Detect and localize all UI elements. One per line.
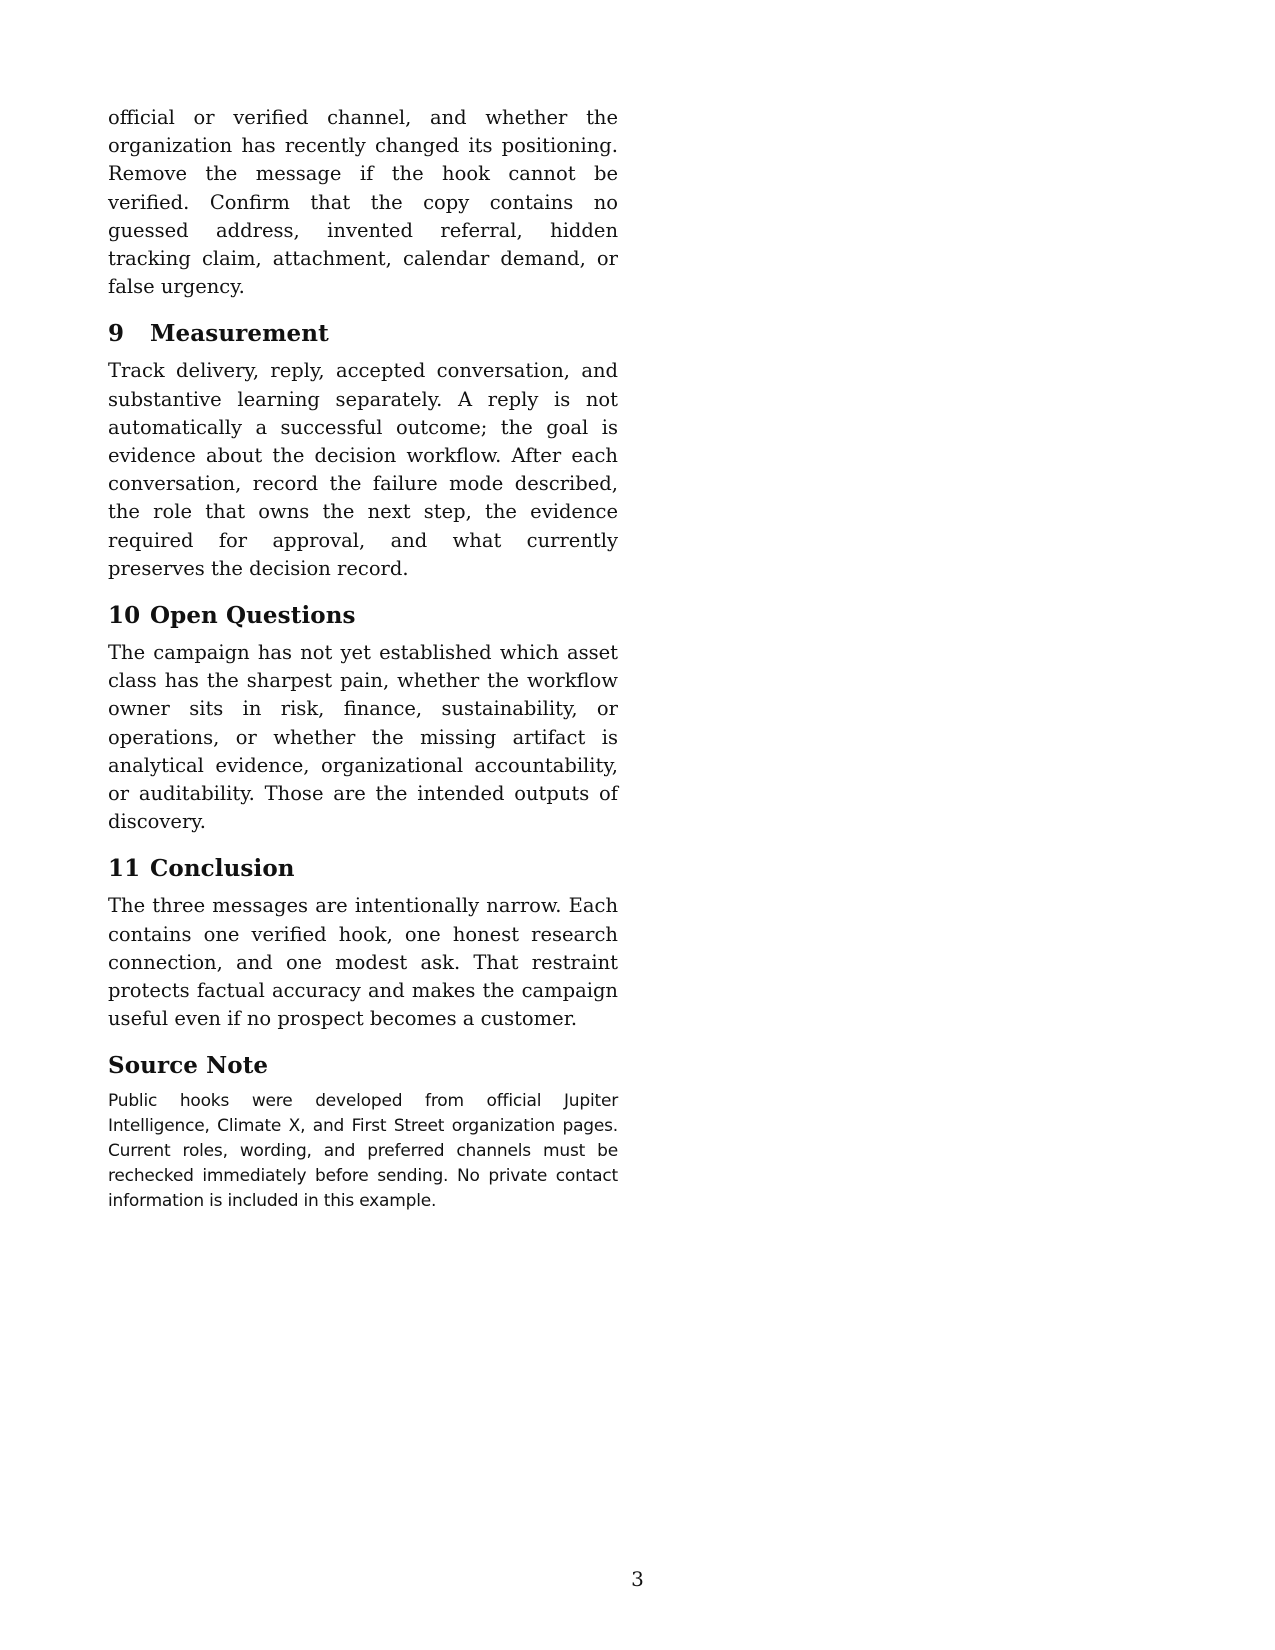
section-measurement [108,319,618,583]
text-column [108,104,618,1214]
section-conclusion [108,854,618,1033]
intro-paragraph: official or verified channel, and whether the organization has recently changed its positioning. Remove the message if the hook cannot be verified. Confirm that the copy contains no guessed address, invented referral, hidden tracking claim, attachment, calendar demand, or false urgency. [108,106,618,299]
section-title: Measurement [150,320,329,348]
section-paragraph: The campaign has not yet established which asset class has the sharpest pain, whether the workflow owner sits in risk, finance, sustainability, or operations, or whether the missing artifact is analytical evidence, organizational accountability, or auditability. Those are the intended outputs of discovery. [108,641,618,834]
section-paragraph: The three messages are intentionally narrow. Each contains one verified hook, one honest research connection, and one modest ask. That restraint protects factual accuracy and makes the campaign useful even if no prospect becomes a customer. [108,894,618,1031]
section-heading [108,601,618,631]
source-note-title: Source Note [108,1052,269,1080]
section-paragraph: Track delivery, reply, accepted conversation, and substantive learning separately. A reply is not automatically a successful outcome; the goal is evidence about the decision workflow. After each conversation, record the failure mode described, the role that owns the next step, the evidence required for approval, and what currently preserves the decision record. [108,359,618,580]
source-note [108,1051,618,1214]
section-number: 10 [108,602,141,630]
section-title: Open Questions [150,602,356,630]
section-open-questions [108,601,618,836]
page-number: 3 [631,1567,644,1591]
section-heading [108,319,618,349]
section-heading [108,854,618,884]
section-number: 9 [108,320,125,348]
section-title: Conclusion [150,855,295,883]
section-number: 11 [108,855,141,883]
source-note-text: Public hooks were developed from official Jupiter Intelligence, Climate X, and First Street organization pages. Current roles, wording, and preferred channels must be rechecked immediately before sending. No private contact information is included in this example. [108,1091,618,1212]
